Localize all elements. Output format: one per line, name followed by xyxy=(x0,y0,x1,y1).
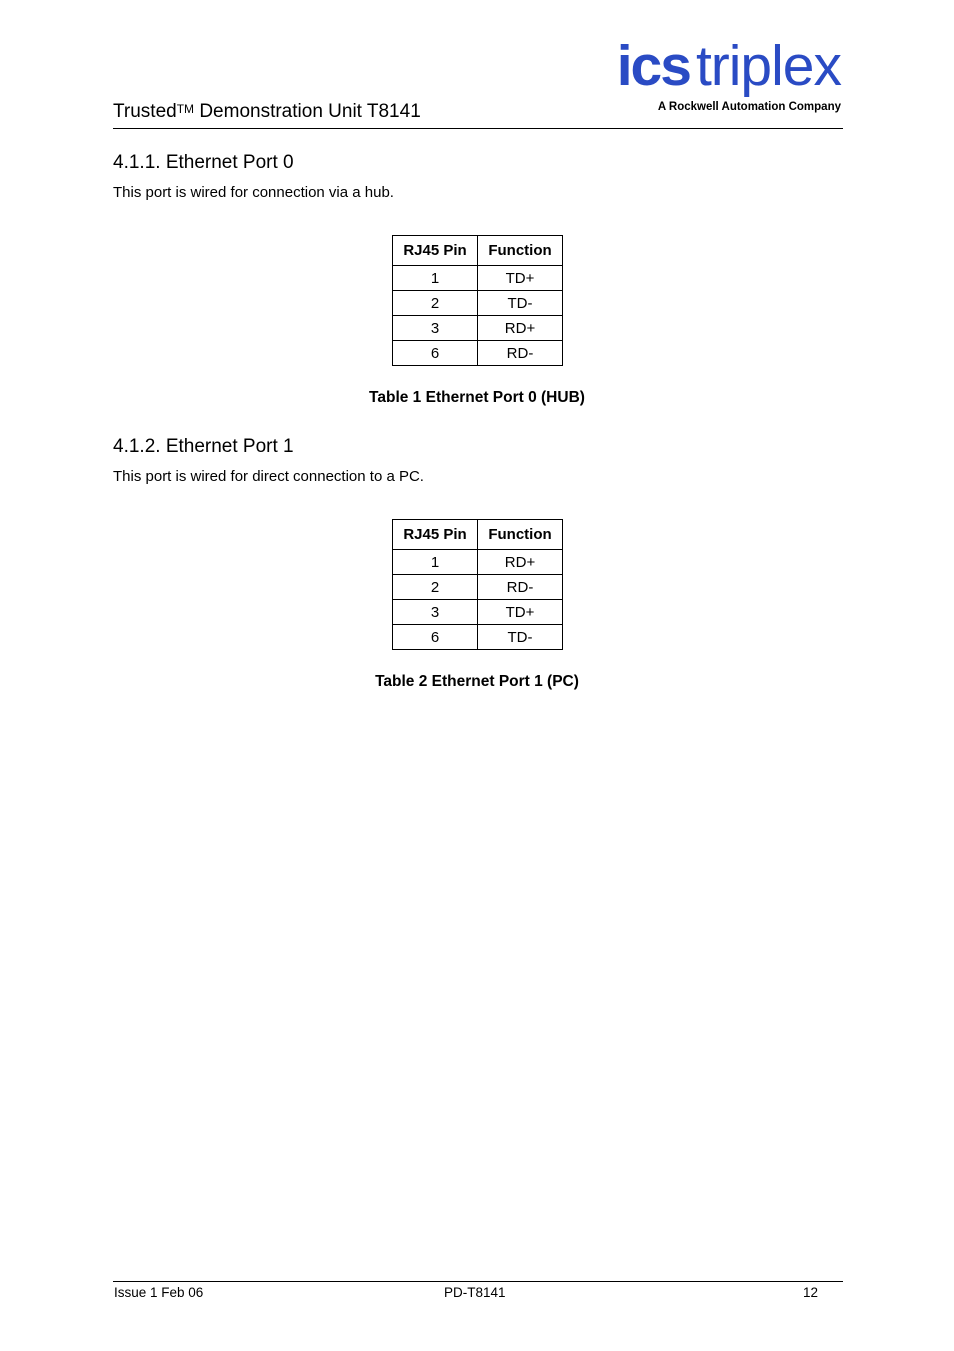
pin-cell: 3 xyxy=(393,316,478,341)
table-row xyxy=(393,625,563,650)
pin-cell: 1 xyxy=(393,266,478,291)
footer-doc-id: PD-T8141 xyxy=(444,1285,506,1300)
title-main: Trusted xyxy=(113,101,177,122)
trademark-sup: TM xyxy=(176,102,195,116)
table-header-row xyxy=(393,236,563,266)
pin-cell: 3 xyxy=(393,600,478,625)
footer-page-number: 12 xyxy=(802,1285,818,1300)
page-header xyxy=(113,34,843,129)
section-text-port-1: This port is wired for direct connection to a PC. xyxy=(113,468,424,485)
table-row xyxy=(393,575,563,600)
section-heading-port-1: 4.1.2. Ethernet Port 1 xyxy=(113,436,294,457)
table-row xyxy=(393,291,563,316)
logo-tagline: A Rockwell Automation Company xyxy=(657,101,841,113)
logo-triplex: triplex xyxy=(695,34,841,98)
table-row xyxy=(393,600,563,625)
table-caption-2: Table 2 Ethernet Port 1 (PC) xyxy=(375,673,579,690)
page-footer xyxy=(113,1281,843,1302)
pin-cell: 1 xyxy=(393,550,478,575)
ethernet-port-0-table xyxy=(392,235,563,366)
table-row xyxy=(393,266,563,291)
column-header: Function xyxy=(478,520,563,550)
column-header: Function xyxy=(478,236,563,266)
company-logo xyxy=(609,34,841,118)
column-header: RJ45 Pin xyxy=(393,236,478,266)
table-header-row xyxy=(393,520,563,550)
function-cell: RD+ xyxy=(478,550,563,575)
function-cell: TD- xyxy=(478,291,563,316)
section-heading-port-0: 4.1.1. Ethernet Port 0 xyxy=(113,152,294,173)
pin-cell: 6 xyxy=(393,625,478,650)
table-row xyxy=(393,316,563,341)
title-rest: Demonstration Unit T8141 xyxy=(194,101,421,122)
column-header: RJ45 Pin xyxy=(393,520,478,550)
table-row xyxy=(393,550,563,575)
document-title xyxy=(113,100,421,124)
ethernet-port-1-table xyxy=(392,519,563,650)
function-cell: TD+ xyxy=(478,266,563,291)
logo-ics: ics xyxy=(616,34,690,98)
function-cell: RD- xyxy=(478,575,563,600)
pin-cell: 6 xyxy=(393,341,478,366)
function-cell: TD- xyxy=(478,625,563,650)
function-cell: TD+ xyxy=(478,600,563,625)
table-caption-1: Table 1 Ethernet Port 0 (HUB) xyxy=(369,389,585,406)
logo-wordmark xyxy=(617,36,841,96)
table-row xyxy=(393,341,563,366)
function-cell: RD+ xyxy=(478,316,563,341)
function-cell: RD- xyxy=(478,341,563,366)
pin-cell: 2 xyxy=(393,575,478,600)
section-text-port-0: This port is wired for connection via a hub. xyxy=(113,184,394,201)
pin-cell: 2 xyxy=(393,291,478,316)
footer-issue: Issue 1 Feb 06 xyxy=(114,1285,204,1300)
